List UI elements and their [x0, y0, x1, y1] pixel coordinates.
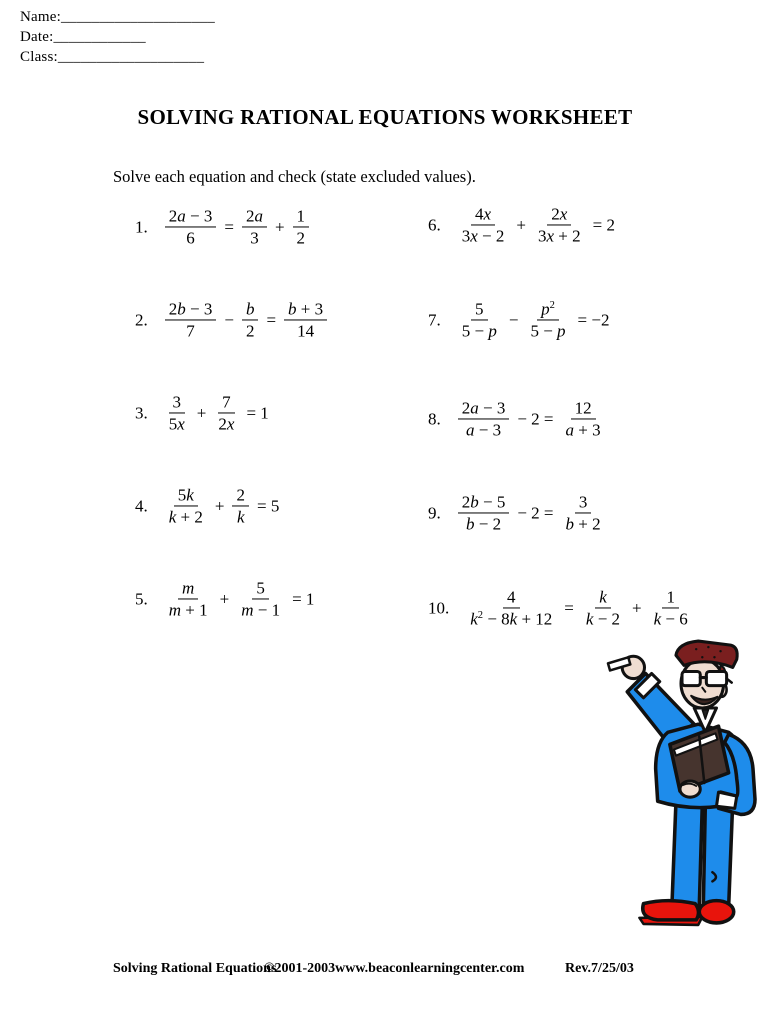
equation [455, 299, 615, 340]
problem-number: 5. [135, 589, 148, 608]
fraction [214, 392, 238, 433]
fraction [458, 492, 510, 533]
operator: = −2 [577, 310, 610, 329]
fraction [562, 398, 605, 439]
numerator: 1 [293, 206, 310, 227]
operator: − [508, 310, 519, 329]
numerator: $p^2$ [537, 299, 559, 320]
equation [162, 206, 312, 247]
denominator: 3x + 2 [537, 226, 581, 246]
date-field: Date:____________ [20, 28, 146, 45]
denominator: 5 − p [530, 321, 566, 341]
numerator: 2b − 5 [458, 492, 510, 513]
numerator: 2a − 3 [458, 398, 510, 419]
operator: = 5 [256, 496, 280, 515]
operator: + [516, 215, 526, 234]
problem-number: 7. [428, 310, 441, 329]
numerator: 3 [575, 492, 592, 513]
numerator: 5k [174, 485, 198, 506]
numerator: 5 [471, 299, 488, 320]
denominator: 6 [186, 228, 195, 248]
denominator: m + 1 [168, 600, 208, 620]
fraction [526, 299, 569, 340]
denominator: 2 [296, 228, 306, 248]
teacher-head [676, 641, 737, 708]
teacher-legs [672, 802, 733, 906]
numerator: 5 [252, 578, 269, 599]
problem-3 [135, 392, 274, 433]
equation [455, 398, 608, 439]
fraction [165, 392, 189, 433]
denominator: 14 [297, 321, 315, 341]
numerator: m [178, 578, 198, 599]
equation [455, 204, 620, 245]
equation [162, 578, 320, 619]
denominator: k − 2 [585, 609, 621, 629]
equation [463, 587, 695, 628]
numerator: 3 [169, 392, 186, 413]
fraction [650, 587, 692, 628]
numerator: b + 3 [284, 299, 327, 320]
footer-revision: Rev.7/25/03 [565, 961, 634, 976]
problem-6 [428, 204, 620, 245]
equation [455, 492, 608, 533]
teacher-clipart [604, 637, 758, 929]
operator: − [224, 310, 234, 329]
problem-7 [428, 299, 614, 340]
operator: + [196, 403, 207, 422]
numerator: 2 [232, 485, 249, 506]
denominator: 3 [250, 228, 259, 248]
student-id-block [20, 8, 215, 67]
fraction [165, 206, 217, 247]
operator: = 2 [592, 215, 615, 234]
equation [162, 485, 285, 526]
problem-5 [135, 578, 319, 619]
denominator: 2 [245, 321, 255, 341]
footer-title: Solving Rational Equations [113, 961, 277, 976]
denominator: k − 6 [653, 609, 688, 629]
footer-copyright: ©2001-2003www.beaconlearningcenter.com [264, 961, 525, 976]
equation [162, 299, 330, 340]
denominator: $k^2 - 8k + 12$ [470, 609, 553, 629]
fraction [237, 578, 284, 619]
operator: + [274, 217, 285, 236]
numerator: 1 [662, 587, 679, 608]
problem-number: 1. [135, 217, 148, 236]
fraction [534, 204, 585, 245]
denominator: 7 [186, 321, 195, 341]
problem-10 [428, 587, 695, 628]
operator: + [632, 598, 642, 617]
denominator: k + 2 [168, 507, 203, 527]
problem-2 [135, 299, 330, 340]
equation [162, 392, 274, 433]
denominator: 5x [168, 414, 185, 434]
operator: − 2 = [517, 409, 554, 428]
numerator: 2a [242, 206, 267, 227]
operator: = [224, 217, 234, 236]
numerator: 4 [503, 587, 520, 608]
denominator: m − 1 [241, 600, 281, 620]
fraction [242, 206, 267, 247]
fraction [165, 485, 207, 526]
denominator: k [236, 507, 245, 527]
fraction [458, 204, 509, 245]
glasses-icon [682, 671, 732, 685]
denominator: b − 2 [466, 514, 502, 534]
problem-8 [428, 398, 608, 439]
numerator: 2b − 3 [165, 299, 217, 320]
fraction [165, 578, 212, 619]
problem-number: 10. [428, 598, 450, 617]
operator: + [214, 496, 225, 515]
numerator: k [595, 587, 611, 608]
page-title: SOLVING RATIONAL EQUATIONS WORKSHEET [137, 105, 633, 130]
numerator: 2x [547, 204, 571, 225]
problem-1 [135, 206, 312, 247]
denominator: 5 − p [461, 321, 497, 341]
fraction [458, 398, 510, 439]
operator: + [219, 589, 230, 608]
name-field: Name:____________________ [20, 9, 215, 25]
denominator: a − 3 [466, 420, 502, 440]
instructions: Solve each equation and check (state excluded values). [113, 166, 476, 186]
operator: = [564, 598, 574, 617]
operator: = 1 [246, 403, 269, 422]
fraction [232, 485, 249, 526]
numerator: 2a − 3 [165, 206, 217, 227]
numerator: 12 [571, 398, 596, 419]
denominator: a + 3 [565, 420, 601, 440]
fraction [165, 299, 217, 340]
fraction [242, 299, 259, 340]
fraction [466, 587, 556, 628]
problem-number: 6. [428, 215, 441, 234]
problem-number: 3. [135, 403, 148, 422]
numerator: 7 [218, 392, 235, 413]
problem-number: 2. [135, 310, 148, 329]
problem-number: 8. [428, 409, 441, 428]
problem-9 [428, 492, 608, 533]
problem-number: 9. [428, 503, 441, 522]
operator: = 1 [292, 589, 315, 608]
fraction [284, 299, 327, 340]
numerator: 4x [471, 204, 495, 225]
fraction [293, 206, 310, 247]
fraction [562, 492, 605, 533]
denominator: 2x [218, 414, 235, 434]
class-field: Class:___________________ [20, 48, 205, 65]
denominator: 3x − 2 [461, 226, 505, 246]
fraction [458, 299, 501, 340]
denominator: b + 2 [565, 514, 601, 534]
operator: − 2 = [517, 503, 554, 522]
problem-number: 4. [135, 496, 148, 515]
fraction [582, 587, 624, 628]
numerator: b [242, 299, 259, 320]
problem-4 [135, 485, 284, 526]
teacher-shoes [639, 901, 733, 925]
operator: = [266, 310, 277, 329]
